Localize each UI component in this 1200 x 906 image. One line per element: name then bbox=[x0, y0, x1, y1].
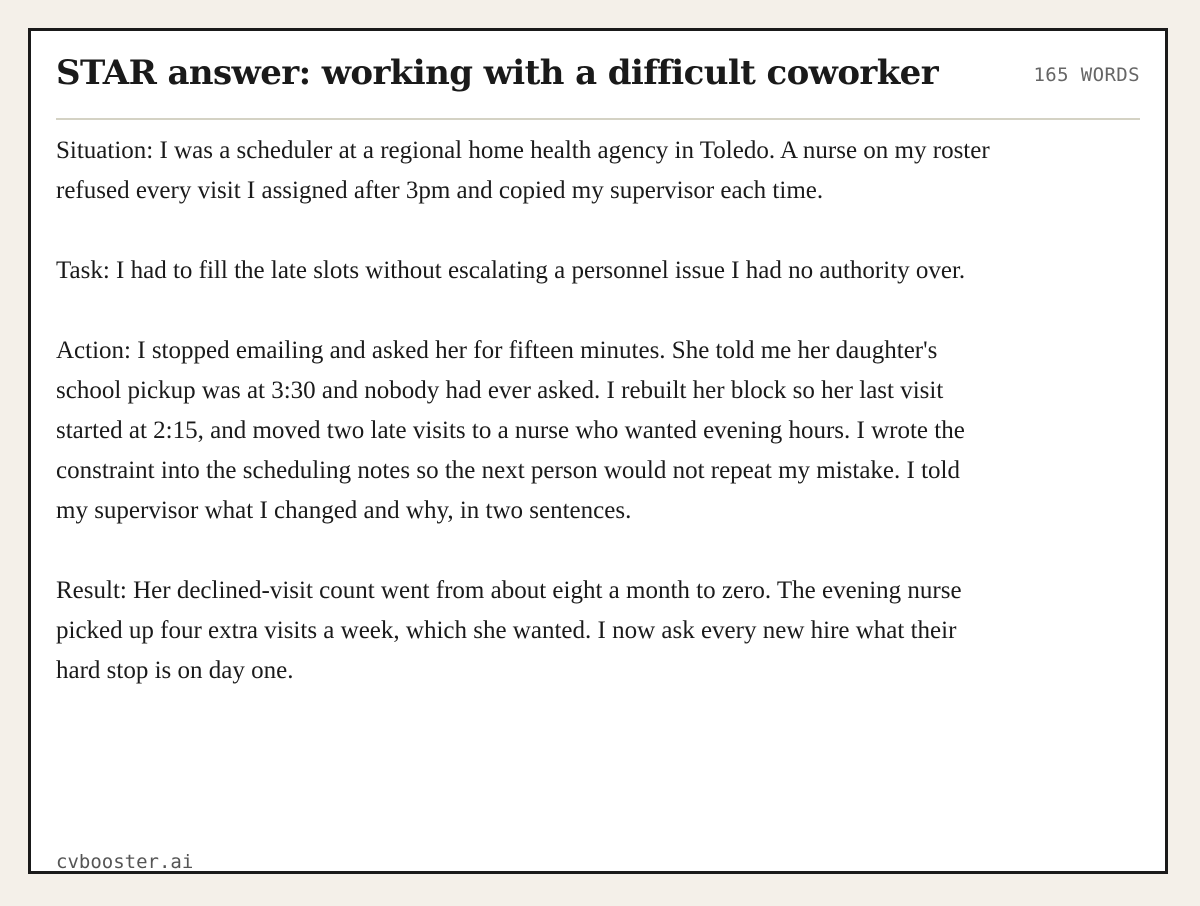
action-label: Action: bbox=[56, 337, 131, 364]
task-text: I had to fill the late slots without escalating a personnel issue I had no authority over. bbox=[116, 257, 966, 284]
situation-text: I was a scheduler at a regional home health agency in Toledo. A nurse on my roster refused every visit I assigned after 3pm and copied my supervisor each time. bbox=[56, 137, 990, 204]
answer-body bbox=[56, 131, 996, 691]
situation-label: Situation: bbox=[56, 137, 154, 164]
result-label: Result: bbox=[56, 577, 127, 604]
card-header bbox=[56, 31, 1140, 120]
task-label: Task: bbox=[56, 257, 110, 284]
page-title: STAR answer: working with a difficult coworker bbox=[56, 53, 939, 93]
word-count-badge: 165 WORDS bbox=[1033, 64, 1140, 86]
situation-paragraph bbox=[56, 131, 996, 211]
footer-brand: cvbooster.ai bbox=[56, 851, 194, 873]
result-paragraph bbox=[56, 571, 996, 691]
answer-card bbox=[28, 28, 1168, 874]
action-text: I stopped emailing and asked her for fifteen minutes. She told me her daughter's school pickup was at 3:30 and nobody had ever asked. I rebuilt her block so her last visit started at 2:15, and moved two late visits to a nurse who wanted evening hours. I wrote the constraint into the scheduling notes so the next person would not repeat my mistake. I told my supervisor what I changed and why, in two sentences. bbox=[56, 337, 965, 524]
action-paragraph bbox=[56, 331, 996, 531]
result-text: Her declined-visit count went from about eight a month to zero. The evening nurse picked up four extra visits a week, which she wanted. I now ask every new hire what their hard stop is on day one. bbox=[56, 577, 962, 684]
task-paragraph bbox=[56, 251, 996, 291]
